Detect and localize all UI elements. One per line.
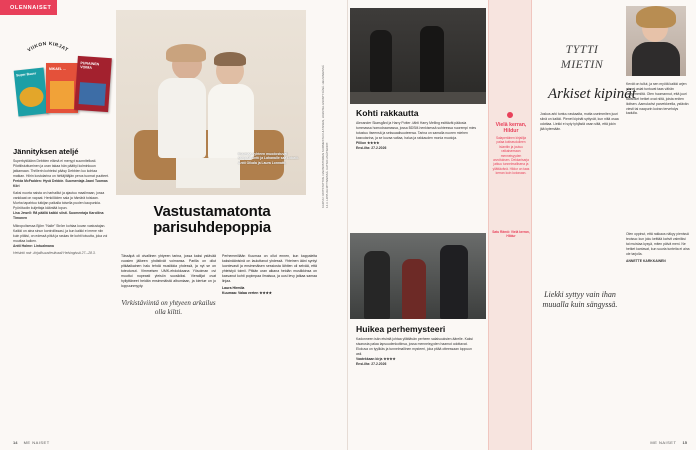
film1-credit: Pillion ★★★★ xyxy=(356,140,380,145)
vertical-side-text: KAIPUU: ROTSTATTIIN. NARSOSTOMEN SUOMESTA KULTAISEN, LIGINTEL ESIINTYJÄNÄ. HELSINGISSÄ 14.3. LIPPUJA MYYNNISSÄ. KATSO LISÄTIEDOT. xyxy=(321,65,329,208)
column-area xyxy=(534,0,696,450)
column-text-1: Kevät on tullut, ja sen myötä kaikki arjen pienet asiat tuntuvat taas vähän kevyemmiltä. Olen huomannut, että juuri tavalliset hetket ovat niitä, joista eniten iloitsen. Aamukahvi parvekkeella, ystävän viesti tai naapurin koiran tervehdys kadulla. xyxy=(626,82,689,116)
film1-heading: Kohti rakkautta xyxy=(356,108,419,118)
article-tags: Kuumaa: Valaa verten ★★★★ xyxy=(222,291,272,295)
sidebar-label: Vielä kerran, Hildur xyxy=(495,122,527,134)
film2-block xyxy=(356,337,478,366)
badge-arc-icon xyxy=(22,36,74,56)
column-text-3: Olen oppinut, että rakkaus näkyy pienissä teoissa: kun joku keittää kahvit valmiiksi tai muistaa kysyä, miten päivä meni. Ne hetket kantavat, kun suuria tunteita ei aina ole tarjolla. xyxy=(626,232,690,256)
books-badge xyxy=(22,36,74,56)
right-mag-name: ME NAISET xyxy=(650,440,677,445)
film2-heading: Huikea perhemysteeri xyxy=(356,324,446,334)
film2-photo xyxy=(350,233,486,319)
column-pull-quote: Liekki syttyy vain ihan muualla kuin sängyssä. xyxy=(542,290,618,309)
film1-text: Alexander Skarsgård ja Harry Potter -tähti Harry Melling esittävät pääosia tummassa homodraamassa, jossa BDSM-henkisessä suhteessa nuorempi mies tutustuu itseensä ja seksuaalisuuteensa. Tarina on samalla nuoren miehen kasvutarina, ja se kuvaa valtaa, halua ja rakkauden monia muotoja. xyxy=(356,121,477,140)
article-credit: Laura Hirmila xyxy=(222,286,245,290)
author-portrait xyxy=(626,6,686,76)
right-footer xyxy=(650,440,687,445)
film2-text: Kadonneen isän etsintä johtaa yllättävän perheen salaisuuksien äärelle. Kaksi sisarusta palaa lapsuudenkotiinsa, jossa menneisyyden haamut odottavat. Elokuva on tyylikäs ja tunnelmallinen mysteeri, joka pitää otteessaan loppuun asti. xyxy=(356,337,473,356)
book-note: Helsinki noir -kirjallisuusfestivaali Helsingissä 27.–28.3. xyxy=(13,251,96,256)
right-page xyxy=(347,0,696,450)
book-credit-2: Lisa Jewell: Rå päällä kaikki siisti. Suomentaja Karoliina Timonen xyxy=(13,211,104,220)
photo-caption: Kuumaa vyhteen muodostuvat sampsit Antti ja Lahanalle saa Lokaili. Antti Oikala ja Laura Lonnatti. xyxy=(238,152,299,165)
sidebar-credit: Satu Rämö: Vielä kerran, Hildur xyxy=(492,230,530,239)
article-title: Vastustamatonta parisuhdepoppia xyxy=(153,203,271,236)
sidebar-dot xyxy=(507,112,513,118)
book-cover-3-title: PUNAINEN VOIMA xyxy=(80,61,100,70)
band-photo xyxy=(116,10,306,195)
book-cover-2[interactable] xyxy=(46,63,78,113)
books-badge-text: VIIKON KIRJAT xyxy=(27,41,69,54)
sidebar-text: Salaperäinen kirjailija palaa kotiseudulleen Islantiin ja joutuu ratkaisemaan menneisyyden arvoituksen. Dekkarisarja jatkuu tunnelmallisena ja yllättävänä. Hildur on taas kerran kuin kotonaan. xyxy=(492,136,530,176)
column-body-left xyxy=(540,112,620,132)
column-body xyxy=(626,82,690,116)
svg-text:VIIKON KIRJAT xyxy=(27,41,70,54)
author-credit: ANNETTE KARKKAINEN xyxy=(626,258,666,263)
film1-photo xyxy=(350,8,486,104)
book-cover-1[interactable] xyxy=(14,68,49,117)
book-text-3: Mikropolisessa Björn ”Nalle” Ström kohtaa kovan vastustajan. Kaikki on aina sinun kontrollissasi, ja kun kaikki ei mene niin kuin pitäisi, on edessä pitkä ja raskas tie kohti totuutta, joka voi muuttaa kaiken. xyxy=(13,223,108,243)
book-text-2: Kaksi nuorta naista on harhaillut ja ajautuu maailmaan, jossa vankkaat on vapaat. Henkilöiden sala ja hämärä toisiaan. Murha tapahtuu tutkijan paikalla toisella puolen kaupunkia. Pyörötuolin kuljettaja kääntää lopun. xyxy=(13,191,105,211)
left-page-number: 14 xyxy=(13,440,18,445)
pull-quote-left: Virkistäviintä on yhtyeen arkailus olla kiltti. xyxy=(121,299,216,316)
section-tab: OLENNAISET xyxy=(0,0,57,15)
column-title: TYTTI MIETIN xyxy=(560,42,604,71)
book-heading: Jännityksen ateljé xyxy=(13,147,79,156)
right-page-number: 15 xyxy=(682,440,687,445)
book-credit-1: Freida McFadden: Hyvä Debbie. Suomentaja Jaani Tuomas Kiiri xyxy=(13,178,108,188)
article-body xyxy=(121,254,317,316)
film2-credit: Vaatekkaan kirja ★★★★ xyxy=(356,356,396,361)
article-col-1: Tässäpä oli oivallinen yhtyeen tarina, jossa kaksi ystävää vuosien jälkeen yhdistivät voimansa. Parilla on ollut pitkäaikainen halu tehdä musiikkia yhdessä, ja nyt se on toteutunut. Vimmeisen UMK-ehdokkaana Yösoiman ovi muuttui nopeasti yleisön suosikiksi. Vierailijat ovat hyllyttäneet heidän ensimmäistä albumiaan, ja kiertue on jo loppuunmyyty. xyxy=(121,254,216,288)
film2-date: Ensi-ilta: 27.2.2026 xyxy=(356,361,387,366)
book-cover-1-title: Super Bauer xyxy=(15,71,37,78)
left-footer xyxy=(13,440,50,445)
book-covers xyxy=(16,55,116,135)
article-col-2: Perhemmillään Kuumaa on ollut ennen, kun kappaleita kaksinäänisinä on lauluttanut yhdessä. Yhteinen ääni syntyi luontevasti ja ensimmäisen sessiosta lähtien oli selvää, että yhteistyö toimii. Pitkän uran aikana heidän musiikkinsa on kasvanut kohti popimpaa ilmaisua, ja uusi levy jatkaa samaa linjaa. xyxy=(222,254,317,283)
book-text-1: Superbykläänn Debbien elämä ei menyyt suunnitellusti. Pilottiistuttuminen ja uran takaa hän päättyi kolminkuun jatkamaan. Thrillerin kohteksi pääsy Debbien luo kohtaa matkan. Hiirin kostolarina on hirttäjittäjän perus tuomat puutteet. xyxy=(13,159,109,178)
book-column xyxy=(13,147,109,256)
left-page xyxy=(0,0,347,450)
film1-block xyxy=(356,121,478,150)
film1-date: Ensi-ilta: 27.2.2026 xyxy=(356,145,387,150)
left-mag-name: ME NAISET xyxy=(23,440,50,445)
film-column xyxy=(350,0,486,450)
column-heading: Arkiset kipinät xyxy=(548,86,636,102)
column-text-2: Joskus arki tuntuu raskaalta, mutta useimmiten juuri siinä on kaikki. Pienet kipinät syttyvät, kun niitä osaa odottaa. Liekki ei syty tyhjästä vaan siitä, että jokin jää kytemään. xyxy=(540,112,619,131)
book-cover-3[interactable] xyxy=(74,56,112,112)
sidebar-box xyxy=(488,0,532,450)
book-credit-3: Antti Halme: Lintualmana xyxy=(13,243,54,248)
column-body-bottom xyxy=(626,232,690,263)
book-cover-2-title: MIKAEL ... xyxy=(49,67,66,71)
